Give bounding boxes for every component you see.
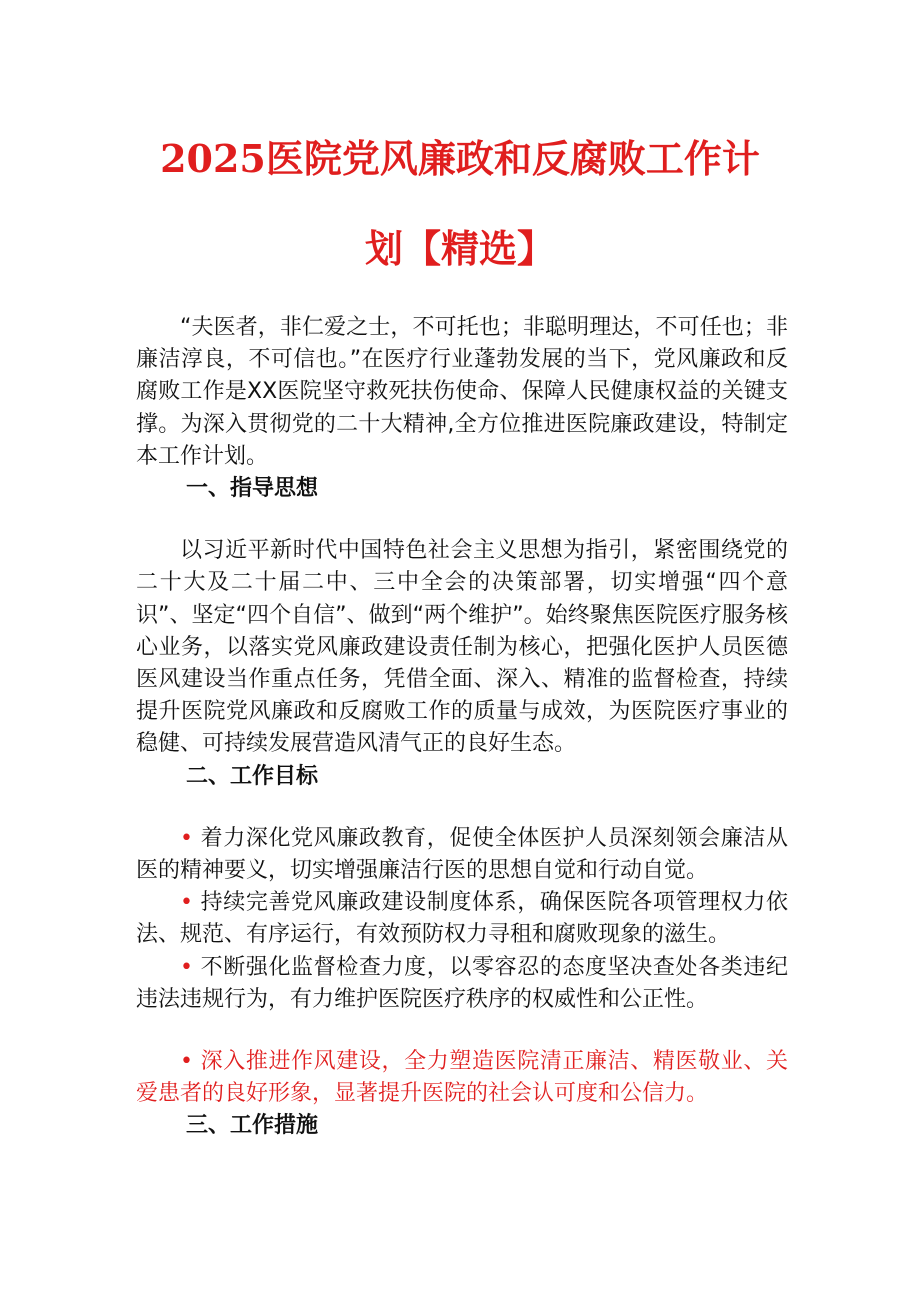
goal-item — [136, 823, 788, 887]
goal-text: 着力深化党风廉政教育，促使全体医护人员深刻领会廉洁从医的精神要义，切实增强廉洁行医的思想自觉和行动自觉。 — [136, 825, 788, 884]
goal-item — [136, 887, 788, 951]
goal-item-highlighted — [136, 1046, 788, 1110]
section-heading-guiding-ideology: 一、指导思想 — [186, 476, 319, 502]
goal-text: 持续完善党风廉政建设制度体系，确保医院各项管理权力依法、规范、有序运行，有效预防权力寻租和腐败现象的滋生。 — [136, 890, 788, 948]
spacer — [136, 793, 788, 823]
document-body — [136, 312, 788, 1143]
document-title-line-1: 2025医院党风廉政和反腐败工作计 — [160, 136, 760, 181]
guiding-ideology-paragraph: 以习近平新时代中国特色社会主义思想为指引，紧密围绕党的二十大及二十届二中、三中全会的决策部署，切实增强“四个意识”、坚定“四个自信”、做到“两个维护”。始终聚焦医院医疗服务核心业务，以落实党风廉政建设责任制为核心，把强化医护人员医德医风建设当作重点任务，凭借全面、深入、精准的监督检查，持续提升医院党风廉政和反腐败工作的质量与成效，为医院医疗事业的稳健、可持续发展营造风清气正的良好生态。 — [136, 538, 788, 757]
bullet-icon: • — [180, 1049, 193, 1075]
bullet-icon: • — [180, 890, 193, 916]
goal-text: 不断强化监督检查力度，以零容忍的态度坚决查处各类违纪违法违规行为，有力维护医院医疗秩序的权威性和公正性。 — [136, 954, 788, 1012]
spacer — [136, 505, 788, 535]
section-heading-work-goals: 二、工作目标 — [186, 763, 319, 789]
intro-paragraph: “夫医者，非仁爱之士，不可托也；非聪明理达，不可任也；非廉洁淳良，不可信也。”在医疗行业蓬勃发展的当下，党风廉政和反腐败工作是XX医院坚守救死扶伤使命、保障人民健康权益的关键支撑。为深入贯彻党的二十大精神,全方位推进医院廉政建设，特制定本工作计划。 — [136, 315, 788, 469]
document-title-line-2: 划【精选】 — [364, 226, 555, 271]
section-heading-work-measures: 三、工作措施 — [186, 1113, 319, 1139]
bullet-icon: • — [180, 954, 193, 980]
bullet-icon: • — [180, 825, 193, 851]
goal-text: 深入推进作风建设，全力塑造医院清正廉洁、精医敬业、关爱患者的良好形象，显著提升医院的社会认可度和公信力。 — [136, 1049, 788, 1107]
goal-item — [136, 952, 788, 1016]
spacer — [136, 1016, 788, 1046]
